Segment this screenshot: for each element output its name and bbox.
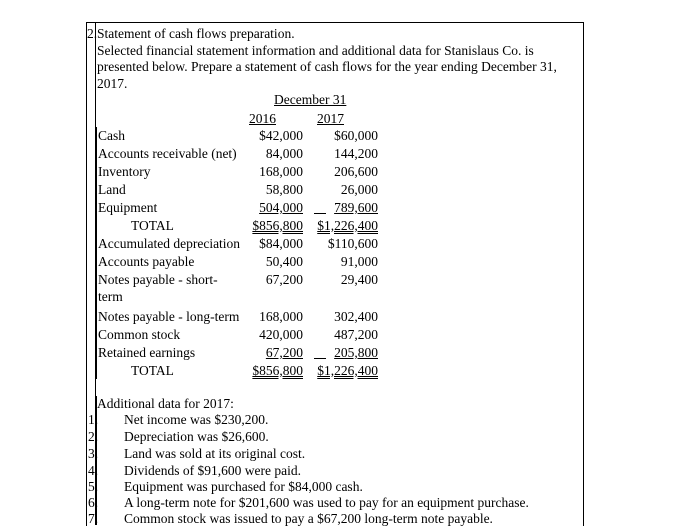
row-label-equipment: Equipment [98, 200, 158, 215]
row-label-total-liabilities-equity: TOTAL [131, 363, 174, 378]
note-text-5: Equipment was purchased for $84,000 cash. [124, 479, 363, 494]
total-assets-2017: $1,226,400 [317, 218, 378, 233]
total-liabilities-equity-2016: $856,800 [252, 363, 303, 378]
note-text-3: Land was sold at its original cost. [124, 446, 306, 461]
retained-earnings-2017: 205,800 [334, 345, 378, 360]
column-header-2016: 2016 [249, 111, 276, 126]
accounts-receivable-2017: 144,200 [334, 146, 378, 161]
accounts-payable-2016: 50,400 [265, 254, 303, 269]
row-label-notes-payable-short-cont: term [98, 289, 123, 304]
problem-statement [97, 26, 577, 92]
accumulated-depreciation-2017: $110,600 [327, 236, 378, 251]
total-liabilities-equity-2017: $1,226,400 [317, 363, 378, 378]
inventory-2017: 206,600 [334, 164, 378, 179]
row-label-notes-payable-short: Notes payable - short- [98, 272, 218, 287]
row-label-accumulated-depreciation: Accumulated depreciation [98, 236, 241, 251]
notes-payable-short-2016: 67,200 [265, 272, 303, 287]
row-label-retained-earnings: Retained earnings [98, 345, 196, 360]
common-stock-2016: 420,000 [259, 327, 303, 342]
underline-lead-retained-earnings-2017 [314, 358, 326, 359]
cash-2016: $42,000 [259, 128, 303, 143]
note-number-1: 1. [88, 412, 99, 427]
equipment-2017: 789,600 [334, 200, 378, 215]
note-text-1: Net income was $230,200. [124, 412, 269, 427]
note-text-6: A long-term note for $201,600 was used to pay for an equipment purchase. [124, 495, 529, 510]
row-label-accounts-payable: Accounts payable [98, 254, 195, 269]
note-number-6: 6. [88, 495, 99, 510]
land-2016: 58,800 [265, 182, 303, 197]
row-label-accounts-receivable: Accounts receivable (net) [98, 146, 237, 161]
problem-number: 2. [87, 26, 98, 41]
note-text-4: Dividends of $91,600 were paid. [124, 463, 301, 478]
inventory-2016: 168,000 [259, 164, 303, 179]
row-label-common-stock: Common stock [98, 327, 181, 342]
problem-title: Statement of cash flows preparation. [97, 26, 295, 41]
notes-payable-short-2017: 29,400 [340, 272, 378, 287]
common-stock-2017: 487,200 [334, 327, 378, 342]
note-number-4: 4. [88, 463, 99, 478]
row-label-notes-payable-long: Notes payable - long-term [98, 309, 240, 324]
accumulated-depreciation-2016: $84,000 [259, 236, 303, 251]
cash-2017: $60,000 [334, 128, 378, 143]
note-number-5: 5. [88, 479, 99, 494]
notes-payable-long-2017: 302,400 [334, 309, 378, 324]
land-2017: 26,000 [340, 182, 378, 197]
row-label-inventory: Inventory [98, 164, 151, 179]
table-left-rule [96, 127, 97, 379]
total-assets-2016: $856,800 [252, 218, 303, 233]
note-number-2: 2. [88, 429, 99, 444]
accounts-payable-2017: 91,000 [340, 254, 378, 269]
note-text-2: Depreciation was $26,600. [124, 429, 269, 444]
note-text-7: Common stock was issued to pay a $67,200 long-term note payable. [124, 511, 493, 526]
accounts-receivable-2016: 84,000 [265, 146, 303, 161]
underline-lead-equipment-2017 [314, 213, 326, 214]
additional-data-title: Additional data for 2017: [97, 396, 234, 411]
row-label-land: Land [98, 182, 126, 197]
retained-earnings-2016: 67,200 [265, 345, 303, 360]
note-number-3: 3. [88, 446, 99, 461]
row-label-cash: Cash [98, 128, 125, 143]
column-header-2017: 2017 [317, 111, 344, 126]
equipment-2016: 504,000 [259, 200, 303, 215]
notes-payable-long-2016: 168,000 [259, 309, 303, 324]
row-label-total-assets: TOTAL [131, 218, 174, 233]
note-number-7: 7. [88, 511, 99, 526]
table-header-december-31: December 31 [274, 92, 347, 107]
problem-text: Selected financial statement information and additional data for Stanislaus Co. is presented below. Prepare a statement of cash flows for the year ending December 31, 2017. [97, 42, 557, 91]
